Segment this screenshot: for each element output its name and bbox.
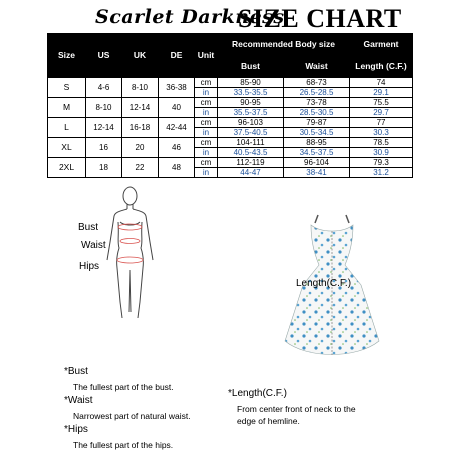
table-row [48,138,413,148]
bust-cell: 40.5-43.5 [218,148,284,158]
label-waist: Waist [81,240,106,251]
length-cell: 79.3 [350,158,413,168]
header-us: US [86,34,122,78]
unit-cell: in [195,168,218,178]
length-cell: 77 [350,118,413,128]
unit-cell: in [195,88,218,98]
length-cell: 31.2 [350,168,413,178]
waist-cell: 68-73 [284,78,350,88]
dress-image [277,213,387,365]
de-cell: 36-38 [159,78,195,98]
waist-cell: 79-87 [284,118,350,128]
bust-cell: 37.5-40.5 [218,128,284,138]
size-cell: M [48,98,86,118]
de-cell: 42-44 [159,118,195,138]
note-length: *Length(C.F.) From center front of neck to the edge of hemline. [228,388,356,427]
brand-logo: Scarlet Darkness [95,6,285,28]
us-cell: 16 [86,138,122,158]
de-cell: 46 [159,138,195,158]
uk-cell: 8-10 [122,78,159,98]
length-cell: 29.1 [350,88,413,98]
us-cell: 12-14 [86,118,122,138]
bust-cell: 44-47 [218,168,284,178]
header-waist: Waist [284,56,350,78]
waist-cell: 30.5-34.5 [284,128,350,138]
waist-cell: 88-95 [284,138,350,148]
note-bust: *Bust The fullest part of the bust. [64,366,174,392]
us-cell: 4-6 [86,78,122,98]
header-uk: UK [122,34,159,78]
uk-cell: 22 [122,158,159,178]
bust-cell: 112-119 [218,158,284,168]
table-row [48,158,413,168]
length-cell: 30.9 [350,148,413,158]
bust-cell: 96-103 [218,118,284,128]
unit-cell: cm [195,138,218,148]
bust-cell: 35.5-37.5 [218,108,284,118]
unit-cell: cm [195,78,218,88]
length-cf-label: Length(C.F.) [296,278,352,289]
unit-cell: in [195,128,218,138]
length-cell: 78.5 [350,138,413,148]
size-chart-table [47,33,413,178]
length-cell: 75.5 [350,98,413,108]
page-title: SIZE CHART [238,4,402,33]
de-cell: 48 [159,158,195,178]
label-bust: Bust [78,222,99,233]
us-cell: 8-10 [86,98,122,118]
bust-cell: 90-95 [218,98,284,108]
length-cell: 30.3 [350,128,413,138]
waist-cell: 38-41 [284,168,350,178]
bust-cell: 33.5-35.5 [218,88,284,98]
size-cell: XL [48,138,86,158]
waist-cell: 73-78 [284,98,350,108]
unit-cell: cm [195,158,218,168]
table-row [48,118,413,128]
unit-cell: in [195,108,218,118]
header-recommended: Recommended Body size [218,34,350,56]
note-hips: *Hips The fullest part of the hips. [64,424,174,451]
size-cell: S [48,78,86,98]
header-de: DE [159,34,195,78]
uk-cell: 16-18 [122,118,159,138]
us-cell: 18 [86,158,122,178]
waist-cell: 28.5-30.5 [284,108,350,118]
waist-cell: 34.5-37.5 [284,148,350,158]
bust-cell: 85-90 [218,78,284,88]
note-waist: *Waist Narrowest part of natural waist. [64,395,191,422]
waist-cell: 26.5-28.5 [284,88,350,98]
measurement-notes [64,366,191,451]
uk-cell: 20 [122,138,159,158]
size-cell: 2XL [48,158,86,178]
length-cell: 29.7 [350,108,413,118]
table-row [48,98,413,108]
label-hips: Hips [79,261,100,272]
header-length: Length (C.F.) [350,56,413,78]
header-unit: Unit [195,34,218,78]
length-cell: 74 [350,78,413,88]
unit-cell: cm [195,118,218,128]
bust-cell: 104-111 [218,138,284,148]
waist-cell: 96-104 [284,158,350,168]
table-row [48,78,413,88]
size-cell: L [48,118,86,138]
uk-cell: 12-14 [122,98,159,118]
de-cell: 40 [159,98,195,118]
unit-cell: cm [195,98,218,108]
header-garment: Garment [350,34,413,56]
unit-cell: in [195,148,218,158]
body-figure [100,182,160,322]
header-bust: Bust [218,56,284,78]
header-size: Size [48,34,86,78]
